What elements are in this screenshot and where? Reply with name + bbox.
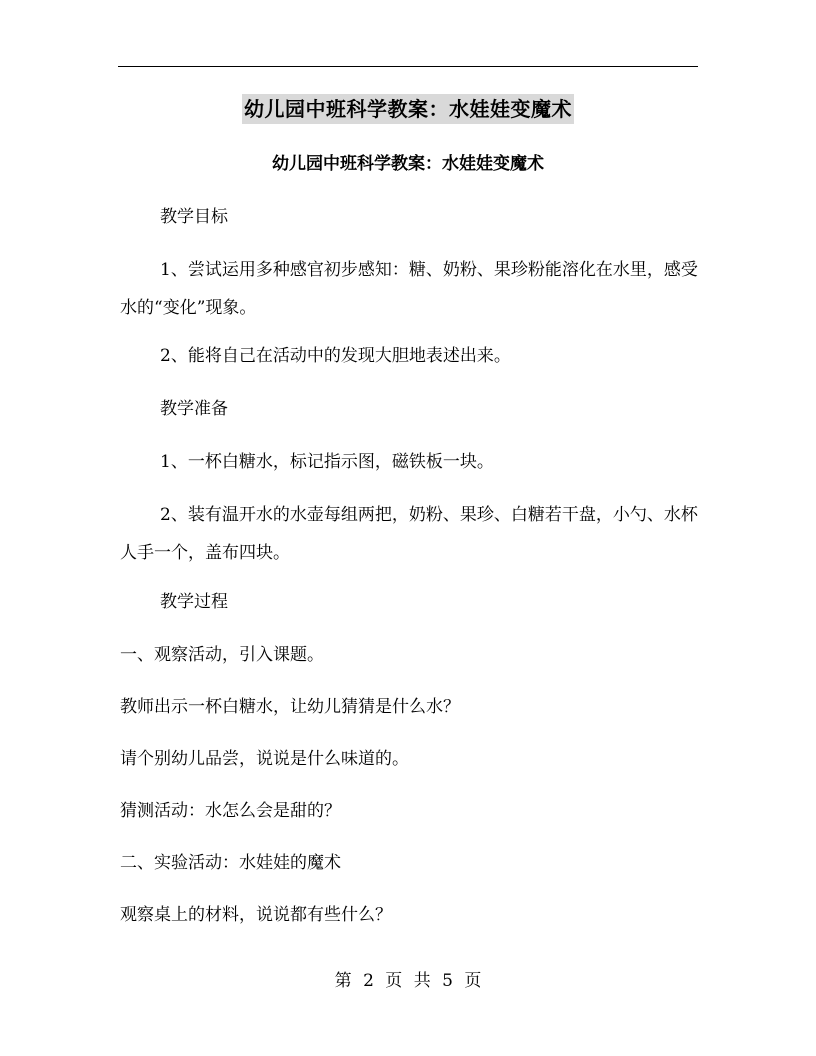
paragraph-goal-2: 2、能将自己在活动中的发现大胆地表述出来。 [160,346,511,366]
paragraph-prep-1: 1、一杯白糖水，标记指示图，磁铁板一块。 [160,452,494,472]
paragraph-process-4: 猜测活动：水怎么会是甜的？ [120,801,341,821]
paragraph-prep-2: 2、装有温开水的水壶每组两把，奶粉、果珍、白糖若干盘，小勺、水杯人手一个，盖布四块。 [120,505,698,563]
paragraph-process-3: 请个别幼儿品尝，说说是什么味道的。 [120,749,409,769]
page-header [0,94,816,124]
section-heading-process: 教学过程 [160,592,228,612]
paragraph-process-2: 教师出示一杯白糖水，让幼儿猜猜是什么水？ [120,697,460,717]
paragraph-goal-1: 1、尝试运用多种感官初步感知：糖、奶粉、果珍粉能溶化在水里，感受水的“变化”现象。 [120,260,698,318]
paragraph-process-1: 一、观察活动，引入课题。 [120,645,324,665]
section-heading-preparation: 教学准备 [160,399,228,419]
document-title: 幼儿园中班科学教案：水娃娃变魔术 [272,154,544,174]
section-heading-goals: 教学目标 [160,207,228,227]
paragraph-process-5: 二、实验活动：水娃娃的魔术 [120,853,341,873]
page-number-footer: 第 2 页 共 5 页 [334,971,482,991]
header-title: 幼儿园中班科学教案：水娃娃变魔术 [242,94,574,124]
paragraph-process-6: 观察桌上的材料，说说都有些什么？ [120,905,392,925]
header-rule [118,66,698,67]
